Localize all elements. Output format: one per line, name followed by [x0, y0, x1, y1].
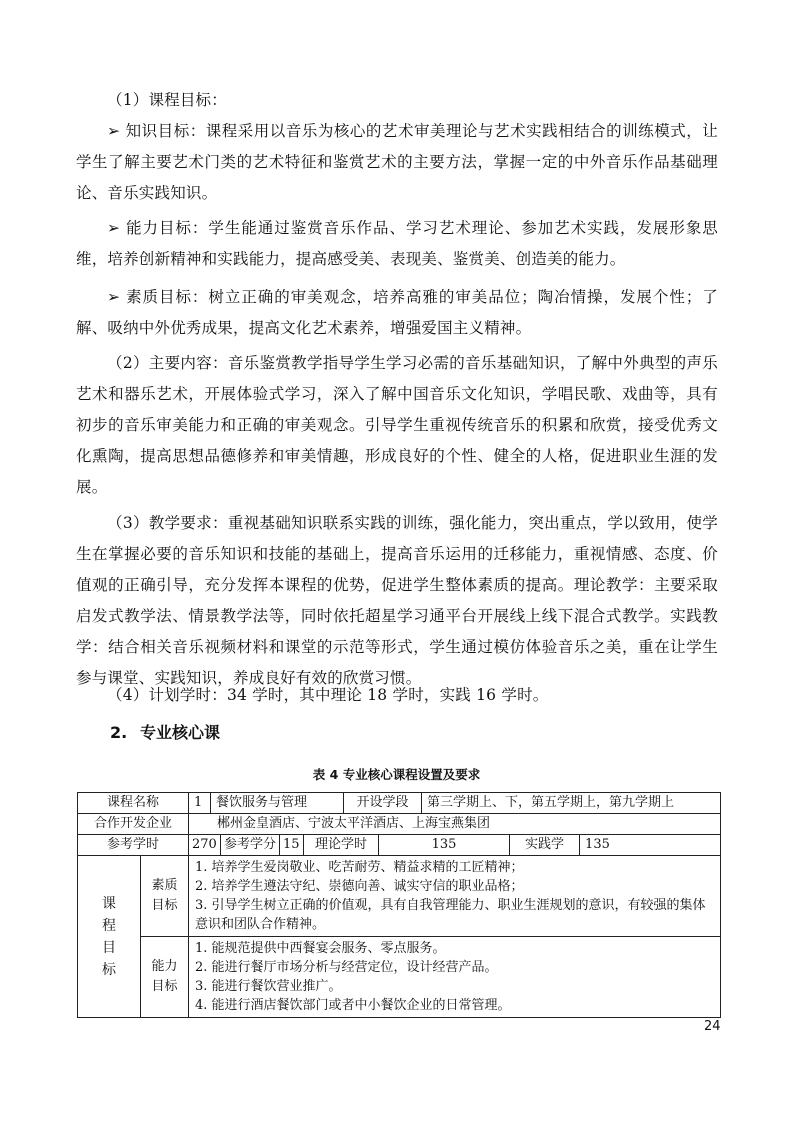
ability-goal-paragraph: ➢ 能力目标：学生能通过鉴赏音乐作品、学习艺术理论、参加艺术实践，发展形象思维，培养创新精神和实践能力，提高感受美、表现美、鉴赏美、创造美的能力。 — [76, 219, 718, 268]
theory-hours-value: 135 — [379, 835, 510, 856]
quality-goals-cell — [189, 856, 721, 937]
section-title: 专业核心课 — [140, 723, 221, 742]
ref-credits-value: 15 — [280, 835, 304, 856]
table-row — [78, 856, 721, 937]
table-row — [78, 937, 721, 1018]
page-number: 24 — [704, 1019, 721, 1034]
practice-hours-label: 实践学 — [510, 835, 580, 856]
list-item: 1. 能规范提供中西餐宴会服务、零点服务。 — [195, 941, 446, 956]
table-row — [78, 835, 721, 856]
table-row — [78, 814, 721, 835]
semester-value: 第三学期上、下，第五学期上，第九学期上 — [422, 793, 721, 814]
quality-goal-paragraph: ➢ 素质目标：树立正确的审美观念，培养高雅的审美品位；陶冶情操，发展个性；了解、吸纳中外优秀成果，提高文化艺术素养，增强爱国主义精神。 — [76, 288, 718, 337]
section-heading — [110, 720, 220, 743]
list-item: 2. 培养学生遵法守纪、崇德向善、诚实守信的职业品格； — [195, 879, 524, 894]
quality-goals-label: 素质目标 — [151, 878, 178, 913]
section-number: 2. — [110, 723, 128, 742]
ref-hours-label: 参考学时 — [78, 835, 189, 856]
table-row — [78, 793, 721, 814]
ability-goals-cell — [189, 937, 721, 1018]
main-content-paragraph: （2）主要内容：音乐鉴赏教学指导学生学习必需的音乐基础知识，了解中外典型的声乐艺术和器乐艺术，开展体验式学习，深入了解中国音乐文化知识，学唱民歌、戏曲等，具有初步的音乐审美能力和正确的审美观念。引导学生重视传统音乐的积累和欣赏，接受优秀文化熏陶，提高思想品德修养和审美情趣，形成良好的个性、健全的人格，促进职业生涯的发展。 — [76, 354, 718, 496]
list-item: 2. 能进行餐厅市场分析与经营定位，设计经营产品。 — [195, 960, 498, 975]
partner-value: 郴州金皇酒店、宁波太平洋酒店、上海宝燕集团 — [189, 814, 721, 835]
course-name-label: 课程名称 — [78, 793, 189, 814]
course-goals-label: 课程目标 — [102, 895, 116, 978]
course-goals-heading: （1）课程目标： — [107, 91, 227, 109]
knowledge-goal-paragraph: ➢ 知识目标：课程采用以音乐为核心的艺术审美理论与艺术实践相结合的训练模式，让学生了解主要艺术门类的艺术特征和鉴赏艺术的主要方法，掌握一定的中外音乐作品基础理论、音乐实践知识。 — [76, 122, 718, 202]
semester-label: 开设学段 — [344, 793, 422, 814]
ability-goals-label: 能力目标 — [151, 959, 178, 994]
theory-hours-label: 理论学时 — [304, 835, 379, 856]
teaching-requirements-paragraph: （3）教学要求：重视基础知识联系实践的训练，强化能力，突出重点，学以致用，使学生在掌握必要的音乐知识和技能的基础上，提高音乐运用的迁移能力，重视情感、态度、价值观的正确引导，充分发挥本课程的优势，促进学生整体素质的提高。理论教学：主要采取启发式教学法、情景教学法等，同时依托超星学习通平台开展线上线下混合式教学。实践教学：结合相关音乐视频材料和课堂的示范等形式，学生通过模仿体验音乐之美，重在让学生参与课堂、实践知识，养成良好有效的欣赏习惯。 — [76, 514, 718, 687]
list-item: 3. 能进行餐饮营业推广。 — [195, 979, 342, 994]
planned-hours-paragraph: （4）计划学时：34 学时，其中理论 18 学时，实践 16 学时。 — [107, 686, 549, 704]
course-index: 1 — [189, 793, 211, 814]
core-course-table — [77, 792, 721, 1018]
list-item: 3. 引导学生树立正确的价值观，具有自我管理能力、职业生涯规划的意识，有较强的集体意识和团队合作精神。 — [195, 898, 706, 932]
ref-credits-label: 参考学分 — [221, 835, 280, 856]
ref-hours-value: 270 — [189, 835, 221, 856]
list-item: 1. 培养学生爱岗敬业、吃苦耐劳、精益求精的工匠精神； — [195, 860, 524, 875]
course-name: 餐饮服务与管理 — [211, 793, 344, 814]
quality-goals-label-cell — [141, 856, 189, 937]
practice-hours-value: 135 — [580, 835, 721, 856]
course-goals-label-cell — [78, 856, 141, 1018]
ability-goals-label-cell — [141, 937, 189, 1018]
table-caption: 表 4 专业核心课程设置及要求 — [312, 767, 481, 782]
list-item: 4. 能进行酒店餐饮部门或者中小餐饮企业的日常管理。 — [195, 998, 511, 1013]
partner-label: 合作开发企业 — [78, 814, 189, 835]
